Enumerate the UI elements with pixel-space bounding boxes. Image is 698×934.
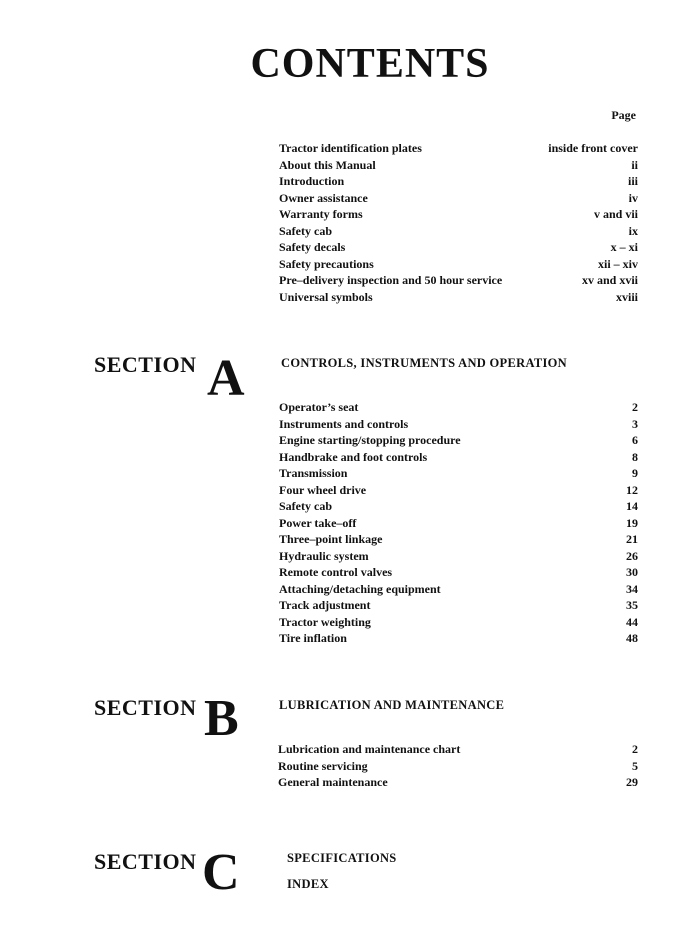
toc-entry-label: Owner assistance [279,190,368,205]
toc-entry-page: 29 [626,775,638,789]
toc-entry-page: iii [627,174,638,188]
toc-entry-page: ix [628,223,638,238]
toc-entry-page: 6 [632,433,638,447]
toc-entry[interactable] [279,548,638,565]
toc-entry[interactable] [279,465,638,482]
toc-entry-page: 9 [632,466,638,480]
toc-entry[interactable] [279,432,638,449]
front-matter-list [279,140,638,305]
toc-entry-label: Power take–off [279,515,357,530]
toc-entry-page: 21 [626,532,638,546]
toc-entry-page: 34 [626,581,638,596]
toc-entry-page: 3 [632,416,638,431]
toc-entry-page: 48 [626,631,638,645]
toc-entry[interactable] [279,173,638,190]
section-b-list [278,741,638,791]
toc-entry-page: 8 [632,449,638,464]
toc-entry-label: Universal symbols [279,289,373,304]
toc-entry-page: ii [631,157,638,172]
toc-entry[interactable] [279,223,638,240]
toc-entry-page: 35 [626,598,638,612]
section-a-letter: A [207,350,245,407]
toc-entry[interactable] [279,515,638,532]
toc-entry-page: xv and xvii [581,273,638,287]
section-b-word: SECTION [94,695,197,720]
toc-entry[interactable] [279,564,638,581]
toc-entry-page: 19 [626,515,638,530]
toc-entry[interactable] [278,774,638,791]
toc-entry[interactable] [279,206,638,223]
section-c-heading[interactable]: SPECIFICATIONS [287,851,397,865]
toc-entry[interactable] [279,256,638,273]
toc-entry[interactable] [279,498,638,515]
toc-entry-label: About this Manual [279,157,376,172]
toc-entry[interactable] [278,758,638,775]
toc-entry[interactable] [279,399,638,416]
page-column-header: Page [611,108,636,122]
toc-entry[interactable] [279,157,638,174]
toc-entry-page: x – xi [610,240,638,254]
toc-entry-label: Transmission [279,466,348,480]
toc-entry-page: xii – xiv [597,256,638,271]
section-c-word: SECTION [94,849,197,874]
toc-entry-label: Attaching/detaching equipment [279,581,441,596]
toc-entry[interactable] [279,449,638,466]
toc-entry-label: Tire inflation [279,631,347,645]
toc-entry-label: Remote control valves [279,565,393,579]
toc-entry-page: v and vii [593,207,638,221]
toc-entry-label: Routine servicing [278,758,368,773]
toc-entry-label: Warranty forms [279,207,363,221]
toc-entry[interactable] [279,531,638,548]
toc-entry[interactable] [279,239,638,256]
toc-entry-label: Safety decals [279,240,346,254]
toc-entry[interactable] [279,289,638,306]
toc-entry-label: Pre–delivery inspection and 50 hour service [279,273,503,287]
toc-entry-page: iv [628,190,638,205]
toc-entry-label: Handbrake and foot controls [279,449,428,464]
toc-entry[interactable] [279,630,638,647]
toc-entry[interactable] [279,482,638,499]
toc-entry-label: Introduction [279,174,345,188]
toc-entry-label: Four wheel drive [279,482,367,497]
toc-entry-label: Hydraulic system [279,548,369,563]
page-title: CONTENTS [250,41,490,87]
section-b-letter: B [204,690,239,747]
toc-entry[interactable] [278,741,638,758]
toc-entry-label: Safety cab [279,499,332,513]
toc-entry-page: 5 [632,758,638,773]
toc-entry-page: inside front cover [548,141,638,155]
toc-entry-page: 2 [632,742,638,756]
toc-entry[interactable] [279,597,638,614]
toc-entry-label: Tractor identification plates [279,141,422,155]
section-a-list [279,399,638,647]
toc-entry-page: 2 [632,400,638,414]
toc-entry[interactable] [279,416,638,433]
toc-entry-label: Track adjustment [279,598,371,612]
toc-entry-label: Three–point linkage [279,532,383,546]
toc-entry-page: 44 [626,614,638,629]
toc-entry-page: xviii [615,289,638,304]
section-a-word: SECTION [94,352,197,377]
toc-entry[interactable] [279,140,638,157]
toc-entry-label: Instruments and controls [279,416,409,431]
section-b-heading[interactable]: LUBRICATION AND MAINTENANCE [279,698,505,712]
toc-entry-page: 12 [626,482,638,497]
toc-entry-page: 14 [626,499,638,513]
toc-entry-page: 30 [626,565,638,579]
section-a-heading[interactable]: CONTROLS, INSTRUMENTS AND OPERATION [281,356,568,370]
toc-entry[interactable] [279,272,638,289]
toc-entry-label: Engine starting/stopping procedure [279,433,461,447]
index-link[interactable]: INDEX [287,877,329,891]
toc-entry[interactable] [279,614,638,631]
toc-entry-label: Lubrication and maintenance chart [278,742,461,756]
section-c-letter: C [202,844,240,901]
toc-entry-label: Tractor weighting [279,614,371,629]
toc-entry[interactable] [279,581,638,598]
toc-entry[interactable] [279,190,638,207]
toc-entry-label: Safety cab [279,223,332,238]
toc-entry-label: Operator’s seat [279,400,359,414]
toc-entry-page: 26 [626,548,638,563]
toc-entry-label: General maintenance [278,775,388,789]
toc-entry-label: Safety precautions [279,256,374,271]
